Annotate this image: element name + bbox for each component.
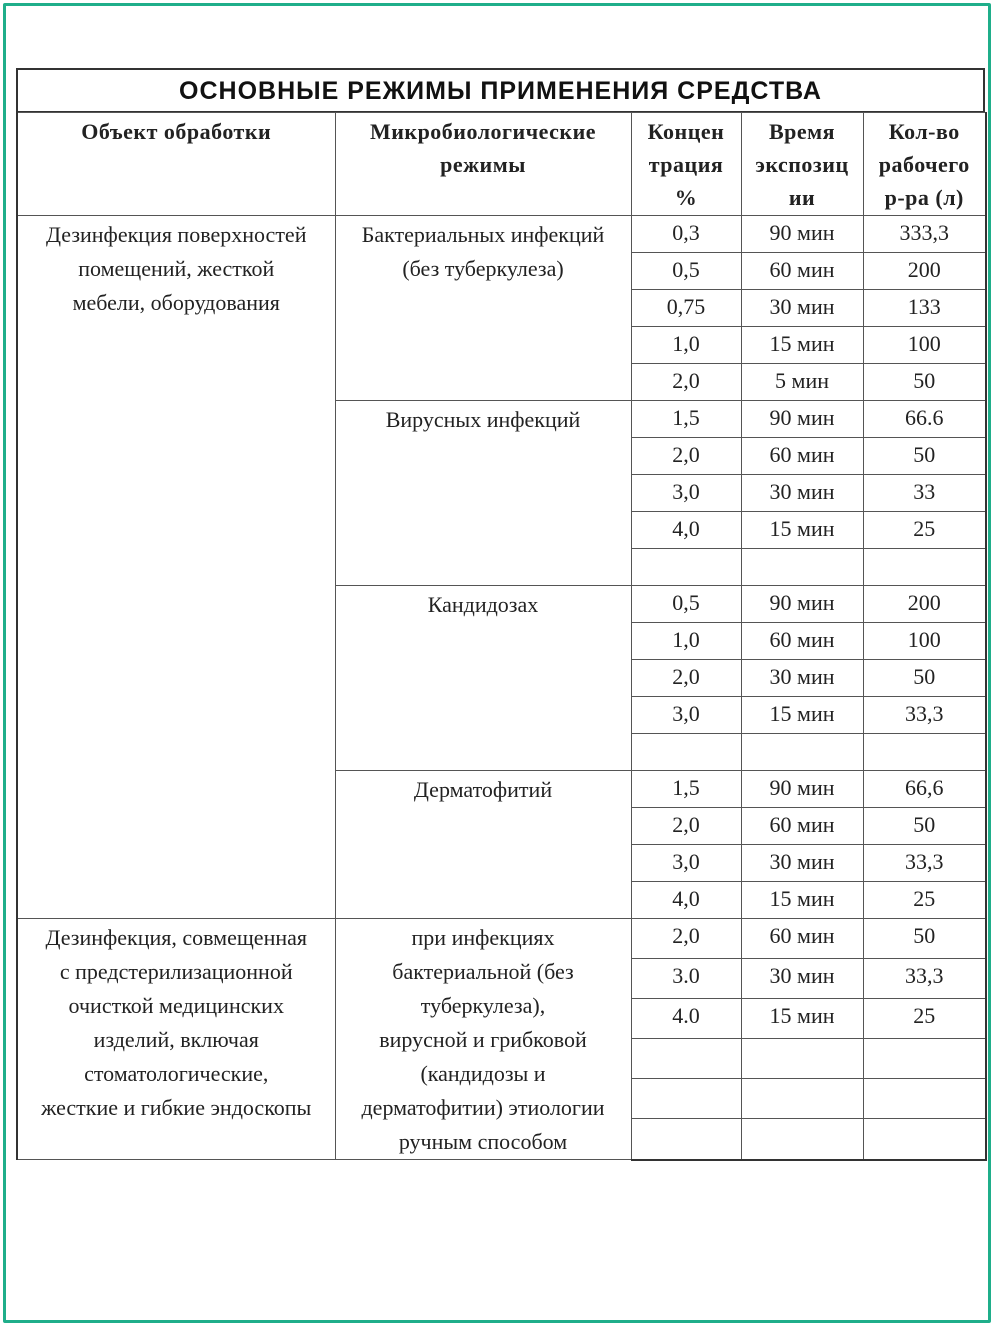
volume-cell [863, 1079, 986, 1119]
exposure-time-cell: 30 мин [741, 290, 863, 327]
volume-cell: 66.6 [863, 401, 986, 438]
volume-cell: 100 [863, 623, 986, 660]
volume-cell [863, 549, 986, 586]
concentration-cell: 1,0 [631, 327, 741, 364]
volume-cell: 200 [863, 586, 986, 623]
concentration-cell: 4,0 [631, 512, 741, 549]
exposure-time-cell: 60 мин [741, 623, 863, 660]
concentration-cell: 1,0 [631, 623, 741, 660]
object-cell: Дезинфекция, совмещенная с предстерилизационной очисткой медицинских изделий, включая стоматологические, жесткие и гибкие эндоскопы [17, 919, 335, 1160]
mode-cell: Кандидозах [335, 586, 631, 771]
exposure-time-cell: 90 мин [741, 771, 863, 808]
volume-cell: 50 [863, 438, 986, 475]
concentration-cell: 1,5 [631, 771, 741, 808]
exposure-time-cell: 60 мин [741, 438, 863, 475]
concentration-cell: 3,0 [631, 475, 741, 512]
mode-cell: при инфекциях бактериальной (без туберкулеза), вирусной и грибковой (кандидозы и дерматофитии) этиологии ручным способом [335, 919, 631, 1160]
object-cell: Дезинфекция поверхностей помещений, жесткой мебели, оборудования [17, 216, 335, 919]
volume-cell: 25 [863, 999, 986, 1039]
concentration-cell: 2,0 [631, 919, 741, 959]
concentration-cell: 2,0 [631, 808, 741, 845]
concentration-cell [631, 1119, 741, 1160]
header-solution-volume: Кол-во рабочего р-ра (л) [863, 113, 986, 216]
concentration-cell [631, 549, 741, 586]
concentration-cell: 3.0 [631, 959, 741, 999]
exposure-time-cell [741, 1079, 863, 1119]
exposure-time-cell [741, 1119, 863, 1160]
mode-cell: Вирусных инфекций [335, 401, 631, 586]
exposure-time-cell: 15 мин [741, 697, 863, 734]
header-row [17, 113, 986, 216]
volume-cell: 25 [863, 512, 986, 549]
concentration-cell [631, 1039, 741, 1079]
table-title: ОСНОВНЫЕ РЕЖИМЫ ПРИМЕНЕНИЯ СРЕДСТВА [16, 68, 985, 112]
exposure-time-cell: 60 мин [741, 253, 863, 290]
exposure-time-cell: 90 мин [741, 401, 863, 438]
exposure-time-cell: 30 мин [741, 959, 863, 999]
volume-cell [863, 1119, 986, 1160]
exposure-time-cell: 15 мин [741, 327, 863, 364]
volume-cell: 50 [863, 808, 986, 845]
exposure-time-cell: 15 мин [741, 999, 863, 1039]
concentration-cell: 3,0 [631, 845, 741, 882]
table-row [17, 216, 986, 253]
exposure-time-cell [741, 1039, 863, 1079]
regimes-table [16, 112, 987, 1161]
exposure-time-cell: 30 мин [741, 475, 863, 512]
concentration-cell: 0,5 [631, 253, 741, 290]
table-row [17, 919, 986, 959]
exposure-time-cell [741, 734, 863, 771]
volume-cell [863, 1039, 986, 1079]
concentration-cell: 2,0 [631, 660, 741, 697]
volume-cell: 25 [863, 882, 986, 919]
volume-cell [863, 734, 986, 771]
volume-cell: 33,3 [863, 959, 986, 999]
header-exposure-time: Время экспозиц ии [741, 113, 863, 216]
volume-cell: 133 [863, 290, 986, 327]
exposure-time-cell: 30 мин [741, 660, 863, 697]
header-concentration: Концен трация % [631, 113, 741, 216]
concentration-cell: 3,0 [631, 697, 741, 734]
concentration-cell: 2,0 [631, 438, 741, 475]
header-modes: Микробиологические режимы [335, 113, 631, 216]
volume-cell: 50 [863, 919, 986, 959]
concentration-cell [631, 734, 741, 771]
concentration-cell: 4,0 [631, 882, 741, 919]
volume-cell: 66,6 [863, 771, 986, 808]
exposure-time-cell: 90 мин [741, 216, 863, 253]
concentration-cell: 0,5 [631, 586, 741, 623]
concentration-cell [631, 1079, 741, 1119]
exposure-time-cell: 90 мин [741, 586, 863, 623]
volume-cell: 33,3 [863, 845, 986, 882]
exposure-time-cell: 5 мин [741, 364, 863, 401]
exposure-time-cell: 60 мин [741, 919, 863, 959]
volume-cell: 33 [863, 475, 986, 512]
exposure-time-cell [741, 549, 863, 586]
volume-cell: 333,3 [863, 216, 986, 253]
mode-cell: Дерматофитий [335, 771, 631, 919]
exposure-time-cell: 15 мин [741, 882, 863, 919]
exposure-time-cell: 30 мин [741, 845, 863, 882]
exposure-time-cell: 60 мин [741, 808, 863, 845]
volume-cell: 33,3 [863, 697, 986, 734]
regimes-sheet [16, 68, 985, 1161]
concentration-cell: 2,0 [631, 364, 741, 401]
mode-cell: Бактериальных инфекций (без туберкулеза) [335, 216, 631, 401]
concentration-cell: 4.0 [631, 999, 741, 1039]
concentration-cell: 0,75 [631, 290, 741, 327]
volume-cell: 50 [863, 364, 986, 401]
header-object: Объект обработки [17, 113, 335, 216]
concentration-cell: 0,3 [631, 216, 741, 253]
volume-cell: 200 [863, 253, 986, 290]
concentration-cell: 1,5 [631, 401, 741, 438]
volume-cell: 100 [863, 327, 986, 364]
exposure-time-cell: 15 мин [741, 512, 863, 549]
volume-cell: 50 [863, 660, 986, 697]
